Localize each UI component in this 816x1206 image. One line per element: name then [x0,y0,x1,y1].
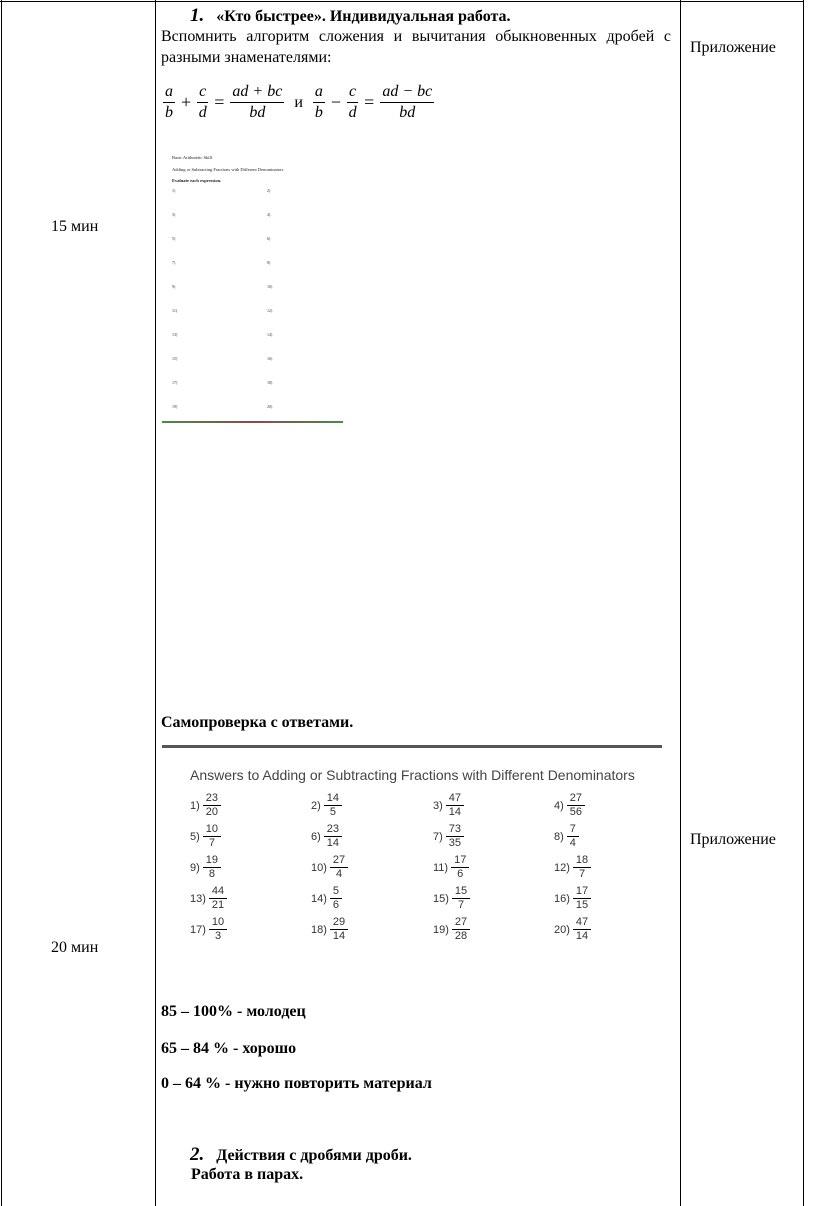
answer-label: 9) [190,861,200,874]
answer-item [433,916,470,943]
answer-label: 11) [433,861,449,874]
answer-fraction [330,916,348,943]
table-right-border [803,0,804,1206]
worksheet-item: 11) [172,308,178,313]
answer-numerator: 27 [330,854,348,868]
answer-fraction [330,854,348,881]
answer-item [190,885,227,912]
answer-fraction [446,823,464,850]
worksheet-underline [162,421,343,423]
answer-fraction [452,885,470,912]
answer-denominator: 7 [578,868,586,880]
answer-item [311,823,342,850]
answer-item [554,854,591,881]
formula-add-right-fraction: $\frac{c}{d}$ [198,83,207,121]
answer-denominator: 56 [569,806,583,818]
answer-label: 1) [190,799,200,812]
table-top-border [0,1,804,2]
answer-item [554,916,591,943]
answer-numerator: 10 [209,916,227,930]
answer-numerator: 19 [203,854,221,868]
answer-fraction [209,885,227,912]
answer-item [433,823,464,850]
answer-numerator: 29 [330,916,348,930]
task1-intro: Вспомнить алгоритм сложения и вычитания обыкновенных дробей с разными знаменателями: [161,28,671,66]
row2-appendix: Приложение [690,831,776,848]
worksheet-item: 16) [267,356,273,361]
answer-fraction [324,823,342,850]
worksheet-item: 10) [267,284,273,289]
answer-denominator: 14 [326,837,340,849]
answer-denominator: 20 [205,806,219,818]
answer-denominator: 6 [457,868,464,880]
worksheet-item: 7) [172,260,176,265]
answer-denominator: 4 [335,868,343,880]
answer-denominator: 14 [575,930,589,942]
worksheet-line3: Evaluate each expression. [172,178,222,183]
answer-fraction [452,916,470,943]
answer-numerator: 18 [573,854,591,868]
table-left-border [1,0,2,1206]
answer-label: 18) [311,923,327,936]
answer-item [190,916,227,943]
answer-label: 7) [433,830,443,843]
answer-fraction [330,885,342,912]
answer-denominator: 4 [569,837,576,849]
grade-repeat: 0 – 64 % - нужно повторить материал [161,1075,432,1092]
answer-numerator: 47 [573,916,591,930]
answer-label: 12) [554,861,570,874]
answer-denominator: 6 [332,899,340,911]
table-col-divider-1 [155,0,156,1206]
answer-denominator: 7 [208,837,215,849]
worksheet-line2: Adding or Subtracting Fractions with Different Denominators [172,167,284,172]
formula-sub-left-fraction: $\frac{a}{b}$ [314,83,323,121]
answer-label: 3) [433,799,443,812]
selfcheck-title: Самопроверка с ответами. [161,714,354,731]
answer-numerator: 47 [446,792,464,806]
worksheet-item: 13) [172,332,178,337]
formula-sub-right-fraction: $\frac{c}{d}$ [348,83,357,121]
answer-numerator: 27 [452,916,470,930]
worksheet-item: 18) [267,380,273,385]
answer-denominator: 35 [448,837,462,849]
answer-label: 8) [554,830,564,843]
answer-item [554,885,591,912]
answer-label: 6) [311,830,321,843]
selfcheck-divider [162,745,662,748]
answer-denominator: 14 [332,930,346,942]
worksheet-item: 6) [267,236,271,241]
answer-item [190,823,221,850]
answer-numerator: 10 [203,823,221,837]
answer-item [554,792,585,819]
answer-numerator: 27 [567,792,585,806]
formula-conjunction: и [294,93,303,111]
worksheet-item: 1) [172,188,176,193]
answer-numerator: 23 [324,823,342,837]
answer-numerator: 17 [451,854,469,868]
answer-label: 15) [433,892,449,905]
task2-number: 2. [190,1144,205,1165]
answer-fraction [567,823,579,850]
answer-fraction [203,823,221,850]
worksheet-image [162,155,347,425]
answer-label: 20) [554,923,570,936]
answer-numerator: 5 [330,885,342,899]
answer-label: 19) [433,923,449,936]
worksheet-item: 4) [267,212,271,217]
answer-label: 13) [190,892,206,905]
answer-item [554,823,579,850]
answer-item [433,792,464,819]
answer-item [311,885,342,912]
formula-sub-result: $\frac{ad - bc}{bd}$ [382,83,433,121]
task2-title: Действия с дробями дроби. [216,1147,412,1164]
task2-heading [190,1144,412,1166]
answer-fraction [203,854,221,881]
answer-item [433,854,469,881]
answer-denominator: 3 [214,930,222,942]
formula-add-result: $\frac{ad + bc}{bd}$ [232,83,283,121]
formula-add-left-fraction: $\frac{a}{b}$ [165,83,173,121]
answer-label: 16) [554,892,570,905]
answer-fraction [573,885,591,912]
worksheet-item: 3) [172,212,176,217]
answer-denominator: 15 [575,899,589,911]
answer-numerator: 17 [573,885,591,899]
answer-denominator: 14 [448,806,462,818]
answer-numerator: 15 [452,885,470,899]
answer-denominator: 5 [329,806,336,818]
answer-numerator: 23 [203,792,221,806]
answer-denominator: 8 [208,868,215,880]
answer-label: 2) [311,799,321,812]
answer-label: 10) [311,861,327,874]
answer-label: 4) [554,799,564,812]
worksheet-item: 17) [172,380,178,385]
worksheet-item: 8) [267,260,271,265]
worksheet-line1: Basic Arithmetic Skill [172,155,212,160]
answer-item [311,916,348,943]
task1-heading [190,5,511,27]
answer-fraction [209,916,227,943]
answer-item [190,792,221,819]
answer-fraction [573,916,591,943]
answer-denominator: 21 [211,899,225,911]
answer-fraction [446,792,464,819]
answer-denominator: 7 [457,899,465,911]
worksheet-item: 5) [172,236,176,241]
answer-fraction [203,792,221,819]
grade-excellent: 85 – 100% - молодец [161,1003,306,1020]
answer-item [433,885,470,912]
worksheet-item: 2) [267,188,271,193]
answer-fraction [451,854,469,881]
answers-title: Answers to Adding or Subtracting Fractions with Different Denominators [190,767,635,783]
row2-time: 20 мин [51,939,99,956]
row1-appendix: Приложение [690,39,776,56]
answer-item [190,854,221,881]
worksheet-item: 9) [172,284,176,289]
answer-label: 5) [190,830,200,843]
answer-numerator: 73 [446,823,464,837]
answer-label: 14) [311,892,327,905]
answer-item [311,792,342,819]
row1-time: 15 мин [51,218,99,235]
task1-title: «Кто быстрее». Индивидуальная работа. [216,8,511,25]
answer-item [311,854,348,881]
worksheet-item: 14) [267,332,273,337]
answer-numerator: 14 [324,792,342,806]
answer-fraction [567,792,585,819]
worksheet-item: 12) [267,308,273,313]
worksheet-item: 19) [172,404,178,409]
fraction-formulas: $\frac{a}{b}$ + $\frac{c}{d}$ = $\frac{ad + bc}{bd}$ и $\frac{a}{b}$ − $\frac{c}{d}$ = $\frac{ad - bc}{bd}$ [165,83,433,121]
grade-good: 65 – 84 % - хорошо [161,1040,297,1057]
answer-fraction [573,854,591,881]
task2-subtitle: Работа в парах. [191,1166,304,1183]
answer-fraction [324,792,342,819]
answer-numerator: 7 [567,823,579,837]
table-col-divider-2 [680,0,681,1206]
answer-label: 17) [190,923,206,936]
task1-number: 1. [190,5,205,26]
answer-numerator: 44 [209,885,227,899]
answer-denominator: 28 [454,930,468,942]
worksheet-item: 20) [267,404,273,409]
worksheet-item: 15) [172,356,178,361]
